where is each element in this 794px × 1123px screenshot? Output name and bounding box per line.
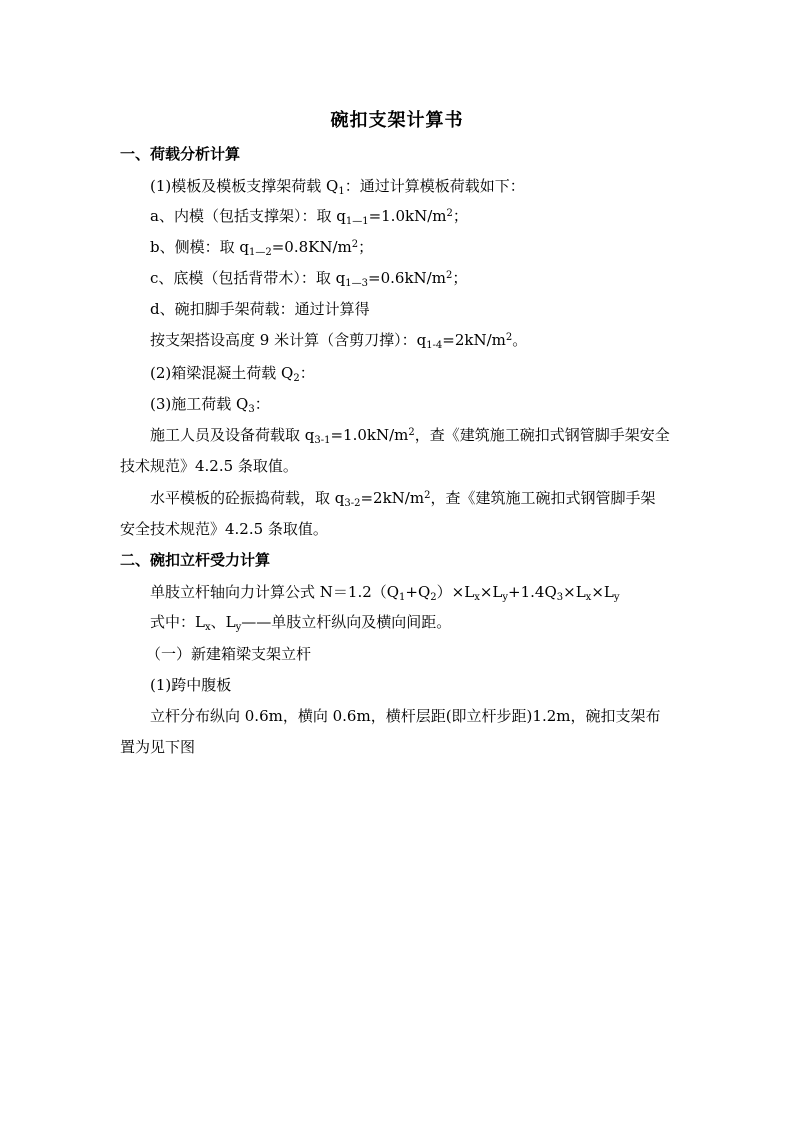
paragraph-pole-layout: 立杆分布纵向 0.6m，横向 0.6m，横杆层距(即立杆步距)1.2m，碗扣支架布 [150, 707, 661, 725]
section-heading-pole-force: 二、碗扣立杆受力计算 [120, 551, 271, 569]
paragraph-scaffold-height: 按支架搭设高度 9 米计算（含剪刀撑）：$q_{1-4}=2kN/m^2$。 [150, 331, 528, 351]
paragraph-personnel-load-cont: 技术规范》4.2.5 条取值。 [120, 457, 298, 475]
paragraph-axial-force-formula: 单肢立杆轴向力计算公式 $N=1.2(Q_1+Q_2)\times L_x\times L_y+1.4Q_3\times L_x\times L_y$ [150, 583, 620, 603]
item-side-formwork: b、侧模：取 $q_{1—2}=0.8KN/m^2$； [150, 238, 374, 258]
paragraph-concrete-load: (2)箱梁混凝土荷载 $Q_2$： [150, 364, 315, 384]
paragraph-formula-definition: 式中：$L_x$、$L_y——$单肢立杆纵向及横向间距。 [150, 613, 452, 633]
paragraph-vibration-load: 水平模板的砼振捣荷载，取 $q_{3-2}=2kN/m^2$，查《建筑施工碗扣式钢管脚手架 [150, 489, 656, 509]
paragraph-construction-load: (3)施工荷载 $Q_3$： [150, 395, 270, 415]
section-heading-load-analysis: 一、荷载分析计算 [120, 145, 241, 163]
item-scaffold-load: d、碗扣脚手架荷载：通过计算得 [150, 300, 370, 318]
page-title: 碗扣支架计算书 [330, 110, 464, 131]
item-inner-formwork: a、内模（包括支撑架）：取 $q_{1—1}=1.0kN/m^2$； [150, 207, 468, 227]
paragraph-pole-layout-cont: 置为见下图 [120, 738, 196, 756]
paragraph-vibration-load-cont: 安全技术规范》4.2.5 条取值。 [120, 520, 328, 538]
subheading-new-box-girder: （一）新建箱梁支架立杆 [146, 645, 312, 663]
subheading-mid-span-web: (1)跨中腹板 [150, 676, 232, 694]
paragraph-formwork-load: (1)模板及模板支撑架荷载 $Q_1$：通过计算模板荷载如下： [150, 177, 525, 197]
paragraph-personnel-load: 施工人员及设备荷载取 $q_{3-1}=1.0kN/m^2$，查《建筑施工碗扣式钢管脚手架安全 [150, 426, 670, 446]
item-bottom-formwork: c、底模（包括背带木）：取 $q_{1—3}=0.6kN/m^2$； [150, 269, 468, 289]
